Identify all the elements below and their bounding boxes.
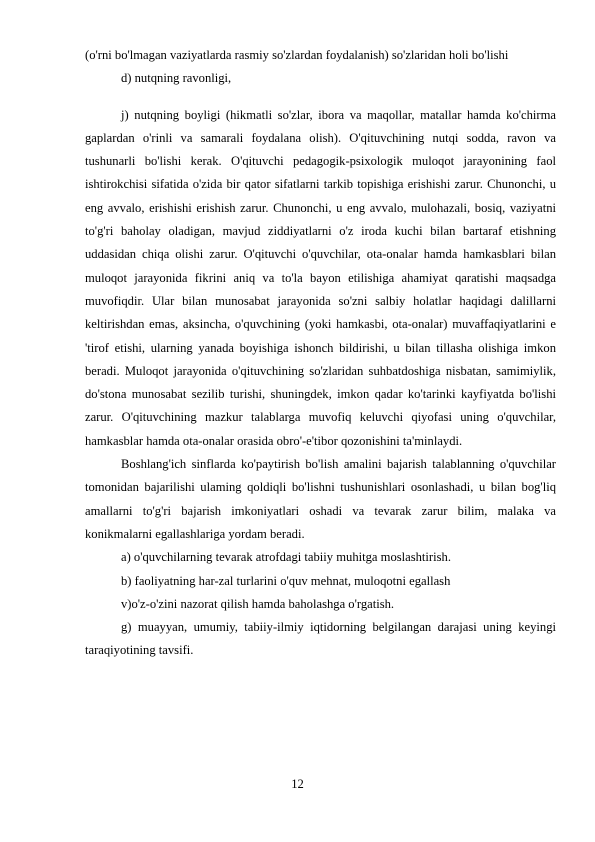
list-item-v: v)o'z-o'zini nazorat qilish hamda baholashga o'rgatish. bbox=[121, 596, 395, 611]
list-item-d: d) nutqning ravonligi, bbox=[121, 71, 232, 86]
paragraph-boshlangich: Boshlang'ich sinflarda ko'paytirish bo'lish amalini bajarish talablanning o'quvchilar tomonidan bajarilishi ulaming qoldiqli bo'lishni tushunishlari osonlashadi, u bilan bog'liq amallarni to'g'ri bajarish imkoniyatlari oshadi va tevarak zarur bilim, malaka va konikmalarni egallashlariga yordam beradi. bbox=[85, 457, 556, 541]
page-number: 12 bbox=[291, 777, 304, 791]
list-item-g: g) muayyan, umumiy, tabiiy-ilmiy iqtidorning belgilangan darajasi uning keyingi taraqiyotining tavsifi. bbox=[85, 620, 556, 658]
list-item-a: a) o'quvchilarning tevarak atrofdagi tabiiy muhitga moslashtirish. bbox=[121, 550, 451, 565]
document-page bbox=[85, 44, 556, 663]
paragraph-continuation: (o'rni bo'lmagan vaziyatlarda rasmiy so'zlardan foydalanish) so'zlaridan holi bo'lishi bbox=[85, 48, 509, 62]
list-item-b: b) faoliyatning har-zal turlarini o'quv mehnat, muloqotni egallash bbox=[121, 573, 451, 588]
paragraph-j: j) nutqning boyligi (hikmatli so'zlar, ibora va maqollar, matallar hamda ko'chirma gaplardan o'rinli va samarali foydalana olish). O'qituvchining nutqi sodda, ravon va tushunarli bo'lishi kerak. O'qituvchi pedagogik-psixologik muloqot jarayonining faol ishtirokchisi sifatida o'zida bir qator sifatlarni tarkib topishiga erishishi zarur. Chunonchi, u eng avvalo, erishishi erishish zarur. Chunonchi, u eng avvalo, mulohazali, bosiq, vaziyatni to'g'ri baholay oladigan, mavjud ziddiyatlarni o'z iroda kuchi bilan bartaraf etishning uddasidan chiqa olishi zarur. O'qituvchi o'quvchilar, ota-onalar hamda hamkasblari bilan muloqot jarayonida fikrini aniq va to'la bayon etilishiga ahamiyat qaratishi maqsadga muvofiqdir. Ular bilan munosabat jarayonida so'zni salbiy holatlar haqidagi dalillarni keltirishdan emas, aksincha, o'quvchining (yoki hamkasbi, ota-onalar) muvaffaqiyatlarini e 'tirof etishi, ularning yanada boyishiga ishonch bildirishi, u bilan tillasha olishiga imkon beradi. Muloqot jarayonida o'qituvchining so'zlaridan suhbatdoshiga nisbatan, samimiylik, do'stona munosabat sezilib turishi, shuningdek, imkon qadar ko'tarinki kayfiyatda bo'lishi zarur. O'qituvchining mazkur talablarga muvofiq keluvchi qiyofasi uning o'quvchilar, hamkasblar hamda ota-onalar orasida obro'-e'tibor qozonishini ta'minlaydi. bbox=[85, 107, 556, 448]
